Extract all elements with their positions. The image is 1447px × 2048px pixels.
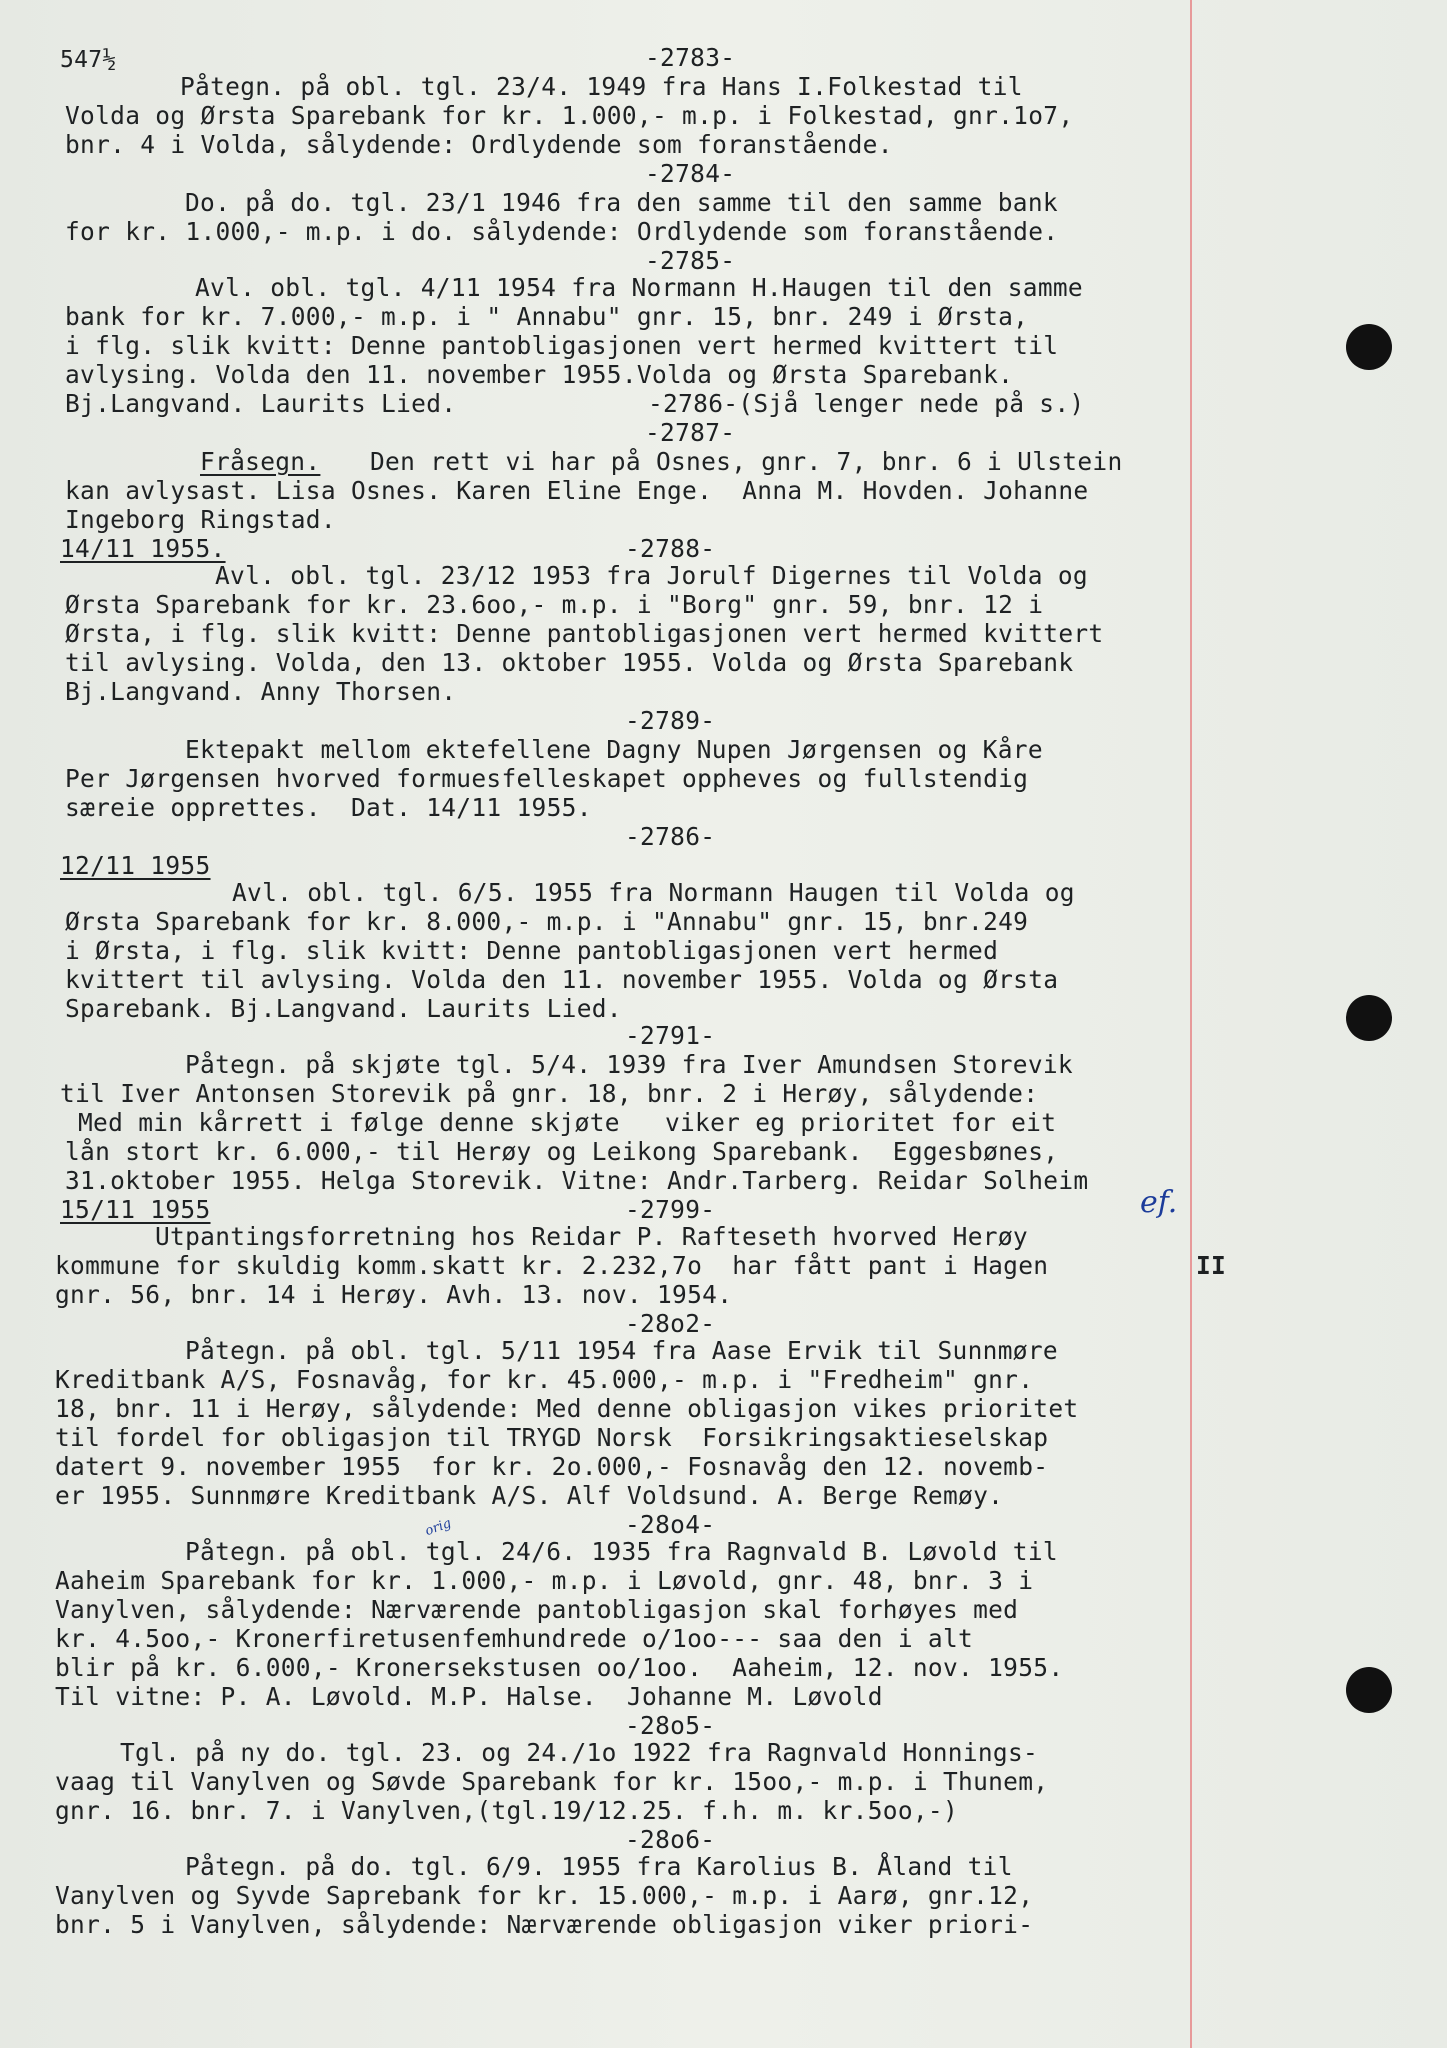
text-line: kvittert til avlysing. Volda den 11. november 1955. Volda og Ørsta [65, 965, 1059, 994]
text-line: Utpantingsforretning hos Reidar P. Rafteseth hvorved Herøy [155, 1222, 1028, 1251]
text-line: Påtegn. på obl. tgl. 5/11 1954 fra Aase Ervik til Sunnmøre [185, 1336, 1058, 1365]
text-line: Med min kårrett i følge denne skjøte viker eg prioritet for eit [78, 1108, 1057, 1137]
entry-number: -2786-(Sjå lenger nede på s.) [648, 389, 1085, 418]
text-line: Den rett vi har på Osnes, gnr. 7, bnr. 6 i Ulstein [370, 447, 1123, 476]
entry-number: -2789- [625, 706, 716, 735]
handwritten-annotation: orig [423, 1515, 454, 1540]
text-line: Bj.Langvand. Anny Thorsen. [65, 677, 457, 706]
text-line: avlysing. Volda den 11. november 1955.Volda og Ørsta Sparebank. [65, 360, 1014, 389]
text-line: Avl. obl. tgl. 4/11 1954 fra Normann H.Haugen til den samme [195, 273, 1083, 302]
entry-number: -28o2- [625, 1309, 716, 1338]
text-line: vaag til Vanylven og Søvde Sparebank for kr. 15oo,- m.p. i Thunem, [55, 1767, 1049, 1796]
entry-number: -28o6- [625, 1825, 716, 1854]
text-line: til fordel for obligasjon til TRYGD Norsk Forsikringsaktieselskap [55, 1423, 1049, 1452]
text-line: Aaheim Sparebank for kr. 1.000,- m.p. i Løvold, gnr. 48, bnr. 3 i [55, 1566, 1034, 1595]
text-line: er 1955. Sunnmøre Kreditbank A/S. Alf Voldsund. A. Berge Remøy. [55, 1481, 1004, 1510]
text-line: Påtegn. på do. tgl. 6/9. 1955 fra Karolius B. Åland til [185, 1852, 1013, 1881]
text-line: Til vitne: P. A. Løvold. M.P. Halse. Johanne M. Løvold [55, 1682, 883, 1711]
text-line: i Ørsta, i flg. slik kvitt: Denne pantobligasjonen vert hermed [65, 936, 999, 965]
text-line: Vanylven og Syvde Saprebank for kr. 15.000,- m.p. i Aarø, gnr.12, [55, 1881, 1034, 1910]
punch-hole [1346, 324, 1392, 370]
text-line: kr. 4.5oo,- Kronerfiretusenfemhundrede o/1oo--- saa den i alt [55, 1624, 974, 1653]
date-heading: 15/11 1955 [60, 1195, 211, 1224]
text-line: datert 9. november 1955 for kr. 2o.000,- Fosnavåg den 12. novemb- [55, 1452, 1049, 1481]
text-line: Avl. obl. tgl. 6/5. 1955 fra Normann Haugen til Volda og [232, 878, 1075, 907]
text-line: Påtegn. på obl. tgl. 24/6. 1935 fra Ragnvald B. Løvold til [185, 1537, 1058, 1566]
text-line: gnr. 16. bnr. 7. i Vanylven,(tgl.19/12.25. f.h. m. kr.5oo,-) [55, 1796, 959, 1825]
text-line: 18, bnr. 11 i Herøy, sålydende: Med denne obligasjon vikes prioritet [55, 1394, 1079, 1423]
text-line: særeie opprettes. Dat. 14/11 1955. [65, 793, 592, 822]
entry-number: -2788- [625, 534, 716, 563]
entry-number: -2791- [625, 1021, 716, 1050]
entry-number: -2786- [625, 822, 716, 851]
entry-number: -2783- [645, 43, 736, 72]
right-margin-marker: II [1196, 1251, 1227, 1280]
text-line: Avl. obl. tgl. 23/12 1953 fra Jorulf Digernes til Volda og [215, 561, 1088, 590]
text-line: Bj.Langvand. Laurits Lied. [65, 389, 457, 418]
text-line: Volda og Ørsta Sparebank for kr. 1.000,- m.p. i Folkestad, gnr.1o7, [65, 101, 1074, 130]
text-line: Ørsta, i flg. slik kvitt: Denne pantobligasjonen vert hermed kvittert [65, 619, 1104, 648]
text-line: Påtegn. på obl. tgl. 23/4. 1949 fra Hans I.Folkestad til [180, 72, 1023, 101]
text-line: Kreditbank A/S, Fosnavåg, for kr. 45.000,- m.p. i "Fredheim" gnr. [55, 1365, 1034, 1394]
handwritten-signature: ef. [1140, 1185, 1178, 1220]
text-line: Sparebank. Bj.Langvand. Laurits Lied. [65, 994, 622, 1023]
red-margin-line [1190, 0, 1192, 2048]
text-line: Ingeborg Ringstad. [65, 505, 336, 534]
text-line: 31.oktober 1955. Helga Storevik. Vitne: Andr.Tarberg. Reidar Solheim [65, 1166, 1089, 1195]
date-heading: 12/11 1955 [60, 851, 211, 880]
text-line: Do. på do. tgl. 23/1 1946 fra den samme til den samme bank [185, 188, 1058, 217]
entry-number: -2799- [625, 1195, 716, 1224]
entry-number: -28o5- [625, 1711, 716, 1740]
text-line: bnr. 5 i Vanylven, sålydende: Nærværende obligasjon viker priori- [55, 1910, 1034, 1939]
entry-number: -2785- [645, 246, 736, 275]
text-line: Ektepakt mellom ektefellene Dagny Nupen Jørgensen og Kåre [185, 735, 1043, 764]
text-line: blir på kr. 6.000,- Kronersekstusen oo/1oo. Aaheim, 12. nov. 1955. [55, 1653, 1064, 1682]
section-heading: Fråsegn. [200, 447, 321, 476]
text-line: kan avlysast. Lisa Osnes. Karen Eline Enge. Anna M. Hovden. Johanne [65, 476, 1089, 505]
text-line: til avlysing. Volda, den 13. oktober 1955. Volda og Ørsta Sparebank [65, 648, 1074, 677]
text-line: Ørsta Sparebank for kr. 23.6oo,- m.p. i "Borg" gnr. 59, bnr. 12 i [65, 590, 1044, 619]
text-line: bank for kr. 7.000,- m.p. i " Annabu" gnr. 15, bnr. 249 i Ørsta, [65, 302, 1029, 331]
text-line: Ørsta Sparebank for kr. 8.000,- m.p. i "Annabu" gnr. 15, bnr.249 [65, 907, 1029, 936]
text-line: lån stort kr. 6.000,- til Herøy og Leikong Sparebank. Eggesbønes, [65, 1137, 1059, 1166]
text-line: Påtegn. på skjøte tgl. 5/4. 1939 fra Iver Amundsen Storevik [185, 1050, 1073, 1079]
date-heading: 14/11 1955. [60, 534, 226, 563]
text-line: i flg. slik kvitt: Denne pantobligasjonen vert hermed kvittert til [65, 331, 1059, 360]
text-line: for kr. 1.000,- m.p. i do. sålydende: Ordlydende som foranstående. [65, 217, 1059, 246]
punch-hole [1346, 995, 1392, 1041]
page-number: 547½ [60, 47, 117, 73]
entry-number: -2787- [645, 418, 736, 447]
text-line: Tgl. på ny do. tgl. 23. og 24./1o 1922 fra Ragnvald Honnings- [120, 1738, 1039, 1767]
text-line: til Iver Antonsen Storevik på gnr. 18, bnr. 2 i Herøy, sålydende: [60, 1079, 1039, 1108]
entry-number: -28o4- [625, 1510, 716, 1539]
text-line: Vanylven, sålydende: Nærværende pantobligasjon skal forhøyes med [55, 1595, 1019, 1624]
text-line: kommune for skuldig komm.skatt kr. 2.232,7o har fått pant i Hagen [55, 1251, 1049, 1280]
text-line: gnr. 56, bnr. 14 i Herøy. Avh. 13. nov. 1954. [55, 1280, 733, 1309]
punch-hole [1346, 1667, 1392, 1713]
text-line: bnr. 4 i Volda, sålydende: Ordlydende som foranstående. [65, 130, 893, 159]
entry-number: -2784- [645, 159, 736, 188]
text-line: Per Jørgensen hvorved formuesfelleskapet oppheves og fullstendig [65, 764, 1029, 793]
